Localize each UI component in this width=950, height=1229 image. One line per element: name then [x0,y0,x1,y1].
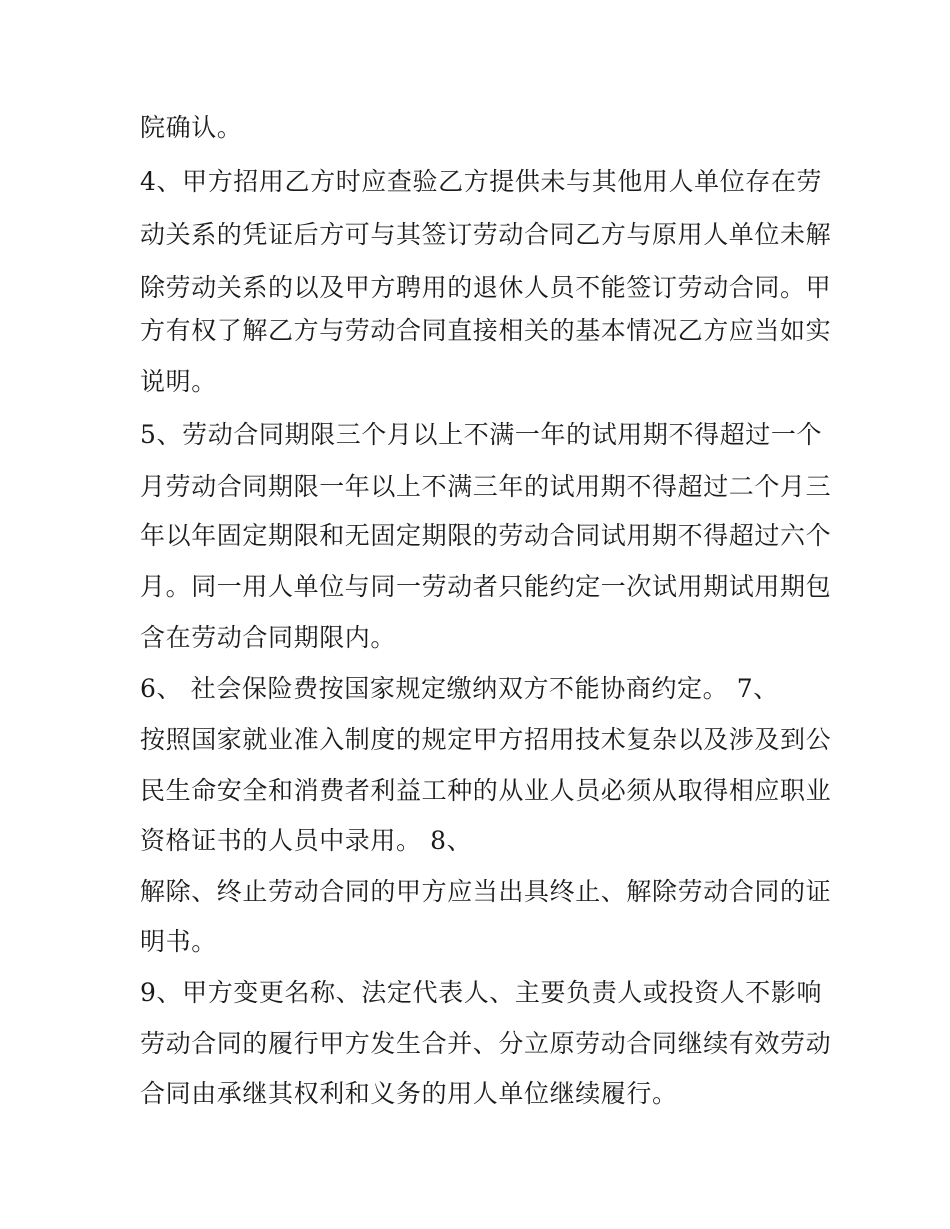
text-line: 方有权了解乙方与劳动合同直接相关的基本情况乙方应当如实 [140,316,832,345]
text-line: 解除、终止劳动合同的甲方应当出具终止、解除劳动合同的证 [140,877,832,906]
text-line: 5、劳动合同期限三个月以上不满一年的试用期不得超过一个 [140,420,823,449]
text-line: 含在劳动合同期限内。 [140,623,397,652]
text-line: 9、甲方变更名称、法定代表人、主要负责人或投资人不影响 [140,978,823,1007]
text-line: 说明。 [140,367,217,396]
text-line: 合同由承继其权利和义务的用人单位继续履行。 [140,1079,678,1108]
text-line: 月。同一用人单位与同一劳动者只能约定一次试用期试用期包 [140,572,832,601]
text-line: 年以年固定期限和无固定期限的劳动合同试用期不得超过六个 [140,521,832,550]
text-line: 按照国家就业准入制度的规定甲方招用技术复杂以及涉及到公 [140,725,832,754]
text-line: 院确认。 [140,113,243,142]
text-line: 除劳动关系的以及甲方聘用的退休人员不能签订劳动合同。甲 [140,273,832,302]
text-line: 明书。 [140,927,217,956]
text-line: 6、 社会保险费按国家规定缴纳双方不能协商约定。 7、 [140,674,779,703]
text-line: 劳动合同的履行甲方发生合并、分立原劳动合同继续有效劳动 [140,1029,832,1058]
text-line: 动关系的凭证后方可与其签订劳动合同乙方与原用人单位未解 [140,220,832,249]
text-line: 民生命安全和消费者利益工种的从业人员必须从取得相应职业 [140,776,832,805]
text-line: 月劳动合同期限一年以上不满三年的试用期不得超过二个月三 [140,472,832,501]
text-line: 4、甲方招用乙方时应查验乙方提供未与其他用人单位存在劳 [140,167,823,196]
text-line: 资格证书的人员中录用。 8、 [140,826,473,855]
